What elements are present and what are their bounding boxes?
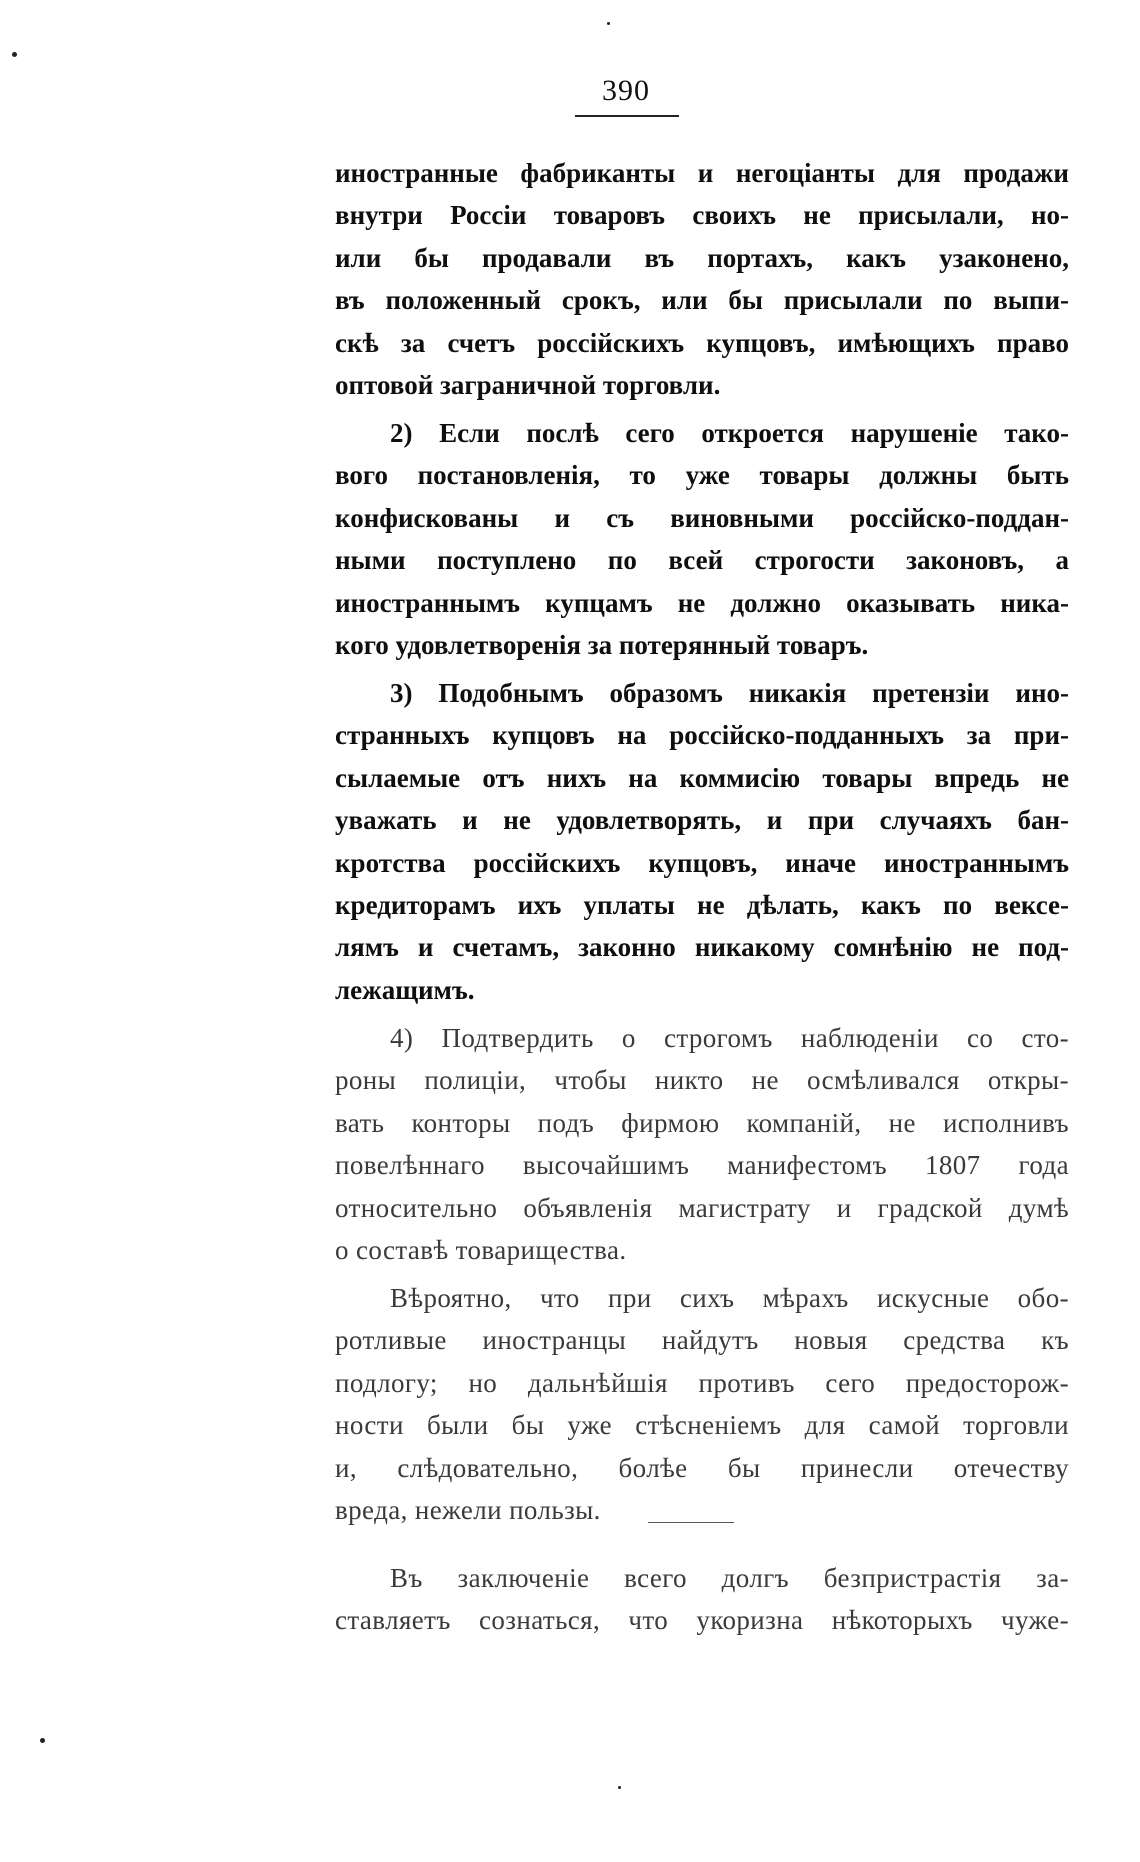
text-line: конфискованы и съ виновными россійско-поддан- <box>335 502 1069 533</box>
text-line: внутри Россіи товаровъ своихъ не присылали, но- <box>335 200 1069 231</box>
text-line: или бы продавали въ портахъ, какъ узаконено, <box>335 242 1069 273</box>
paragraph-item-3 <box>335 672 1069 1011</box>
text-line: странныхъ купцовъ на россійско-подданныхъ за при- <box>335 720 1069 751</box>
text-line: ротливые иностранцы найдутъ новыя средства къ <box>335 1325 1069 1356</box>
text-line: иностраннымъ купцамъ не должно оказывать ника- <box>335 587 1069 618</box>
scan-speck <box>12 52 17 57</box>
text-line: иностранные фабриканты и негоціанты для продажи <box>335 158 1069 188</box>
text-line: ными поступлено по всей строгости законовъ, а <box>335 545 1069 576</box>
scan-speck <box>607 22 610 25</box>
text-line: и, слѣдовательно, болѣе бы принесли отечеству <box>335 1452 1069 1483</box>
text-line: оптовой заграничной торговли. <box>335 370 721 401</box>
text-line: кротства россійскихъ купцовъ, иначе иностраннымъ <box>335 847 1069 878</box>
text-line: кого удовлетворенія за потерянный товаръ. <box>335 630 869 661</box>
text-line: вого постановленія, то уже товары должны быть <box>335 460 1069 491</box>
section-divider <box>648 1522 734 1523</box>
text-line: о составѣ товарищества. <box>335 1235 627 1266</box>
text-line: кредиторамъ ихъ уплаты не дѣлать, какъ по вексе- <box>335 890 1069 921</box>
page-number-rule <box>575 115 679 117</box>
scan-speck <box>40 1738 45 1743</box>
text-line: въ положенный срокъ, или бы присылали по выпи- <box>335 285 1069 316</box>
text-line: повелѣннаго высочайшимъ манифестомъ 1807 года <box>335 1150 1069 1181</box>
paragraph-item-2 <box>335 412 1069 666</box>
text-line: лежащимъ. <box>335 974 475 1005</box>
text-line: относительно объявленія магистрату и градской думѣ <box>335 1192 1069 1223</box>
text-line: подлогу; но дальнѣйшія противъ сего предосторож- <box>335 1367 1069 1398</box>
text-line: ставляетъ сознаться, что укоризна нѣкоторыхъ чуже- <box>335 1605 1069 1636</box>
paragraph-item-4 <box>335 1017 1069 1271</box>
page-number: 390 <box>602 74 650 107</box>
paragraph-closing <box>335 1557 1069 1642</box>
text-line: 3) Подобнымъ образомъ никакія претензіи ино- <box>390 678 1069 708</box>
text-line: сылаемые отъ нихъ на коммисію товары впредь не <box>335 762 1069 793</box>
text-line: роны полиціи, чтобы никто не осмѣливался откры- <box>335 1065 1069 1096</box>
text-line: Вѣроятно, что при сихъ мѣрахъ искусные обо- <box>390 1283 1069 1313</box>
text-line: 4) Подтвердить о строгомъ наблюденіи со сто- <box>390 1023 1069 1053</box>
text-line: ности были бы уже стѣсненіемъ для самой торговли <box>335 1410 1069 1441</box>
text-line: лямъ и счетамъ, законно никакому сомнѣнію не под- <box>335 932 1069 963</box>
paragraph-conclusion <box>335 1277 1069 1531</box>
text-line: уважать и не удовлетворять, и при случаяхъ бан- <box>335 805 1069 836</box>
text-line: скѣ за счетъ россійскихъ купцовъ, имѣющихъ право <box>335 327 1069 358</box>
text-line: вреда, нежели пользы. <box>335 1495 601 1526</box>
text-line: Въ заключеніе всего долгъ безпристрастія за- <box>390 1563 1069 1593</box>
scan-speck <box>618 1786 621 1789</box>
paragraph-continuation <box>335 152 1069 406</box>
text-line: 2) Если послѣ сего откроется нарушеніе тако- <box>390 418 1069 448</box>
text-line: вать конторы подъ фирмою компаній, не исполнивъ <box>335 1107 1069 1138</box>
